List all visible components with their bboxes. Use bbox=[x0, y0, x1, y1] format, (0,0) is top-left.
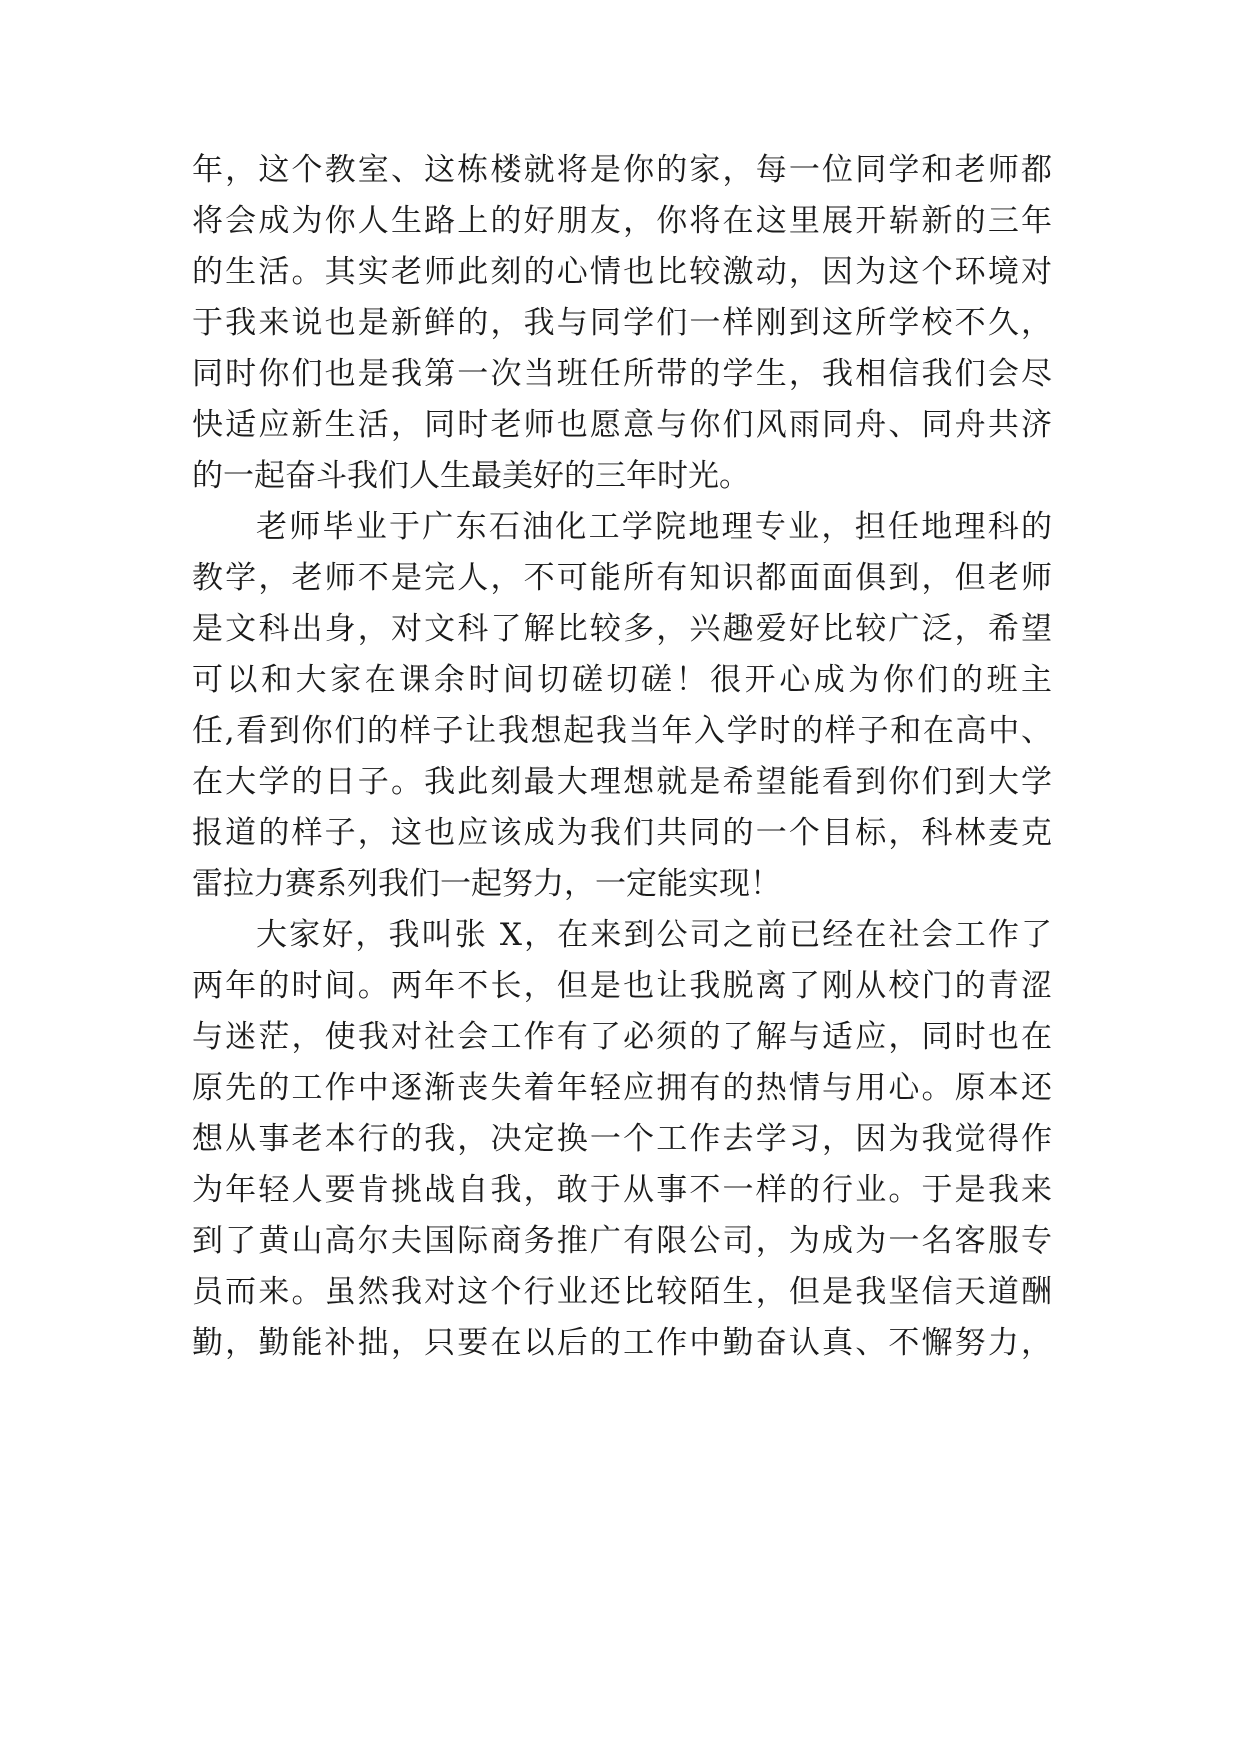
text-line: 原先的工作中逐渐丧失着年轻应拥有的热情与用心。原本还 bbox=[192, 1070, 1052, 1106]
text-line: 可以和大家在课余时间切磋切磋！很开心成为你们的班主 bbox=[192, 662, 1052, 698]
text-line: 为年轻人要肯挑战自我，敢于从事不一样的行业。于是我来 bbox=[192, 1172, 1052, 1208]
text-line: 大家好，我叫张 X，在来到公司之前已经在社会工作了 bbox=[256, 917, 1052, 953]
text-line: 的生活。其实老师此刻的心情也比较激动，因为这个环境对 bbox=[192, 254, 1052, 290]
text-line: 到了黄山高尔夫国际商务推广有限公司，为成为一名客服专 bbox=[192, 1223, 1052, 1259]
text-line: 的一起奋斗我们人生最美好的三年时光。 bbox=[192, 458, 750, 494]
text-line: 于我来说也是新鲜的，我与同学们一样刚到这所学校不久， bbox=[192, 305, 1052, 341]
text-line: 勤，勤能补拙，只要在以后的工作中勤奋认真、不懈努力， bbox=[192, 1325, 1052, 1361]
text-line: 报道的样子，这也应该成为我们共同的一个目标，科林麦克 bbox=[192, 815, 1052, 851]
text-line: 在大学的日子。我此刻最大理想就是希望能看到你们到大学 bbox=[192, 764, 1052, 800]
text-line: 年，这个教室、这栋楼就将是你的家，每一位同学和老师都 bbox=[192, 152, 1052, 188]
text-line: 教学，老师不是完人，不可能所有知识都面面俱到，但老师 bbox=[192, 560, 1052, 596]
text-line: 想从事老本行的我，决定换一个工作去学习，因为我觉得作 bbox=[192, 1121, 1052, 1157]
text-line: 与迷茫，使我对社会工作有了必须的了解与适应，同时也在 bbox=[192, 1019, 1052, 1055]
text-line: 快适应新生活，同时老师也愿意与你们风雨同舟、同舟共济 bbox=[192, 407, 1052, 443]
text-line: 任,看到你们的样子让我想起我当年入学时的样子和在高中、 bbox=[192, 713, 1052, 749]
text-line: 老师毕业于广东石油化工学院地理专业，担任地理科的 bbox=[256, 509, 1052, 545]
text-line: 雷拉力赛系列我们一起努力，一定能实现！ bbox=[192, 866, 781, 902]
text-line: 员而来。虽然我对这个行业还比较陌生，但是我坚信天道酬 bbox=[192, 1274, 1052, 1310]
text-line: 两年的时间。两年不长，但是也让我脱离了刚从校门的青涩 bbox=[192, 968, 1052, 1004]
text-line: 同时你们也是我第一次当班任所带的学生，我相信我们会尽 bbox=[192, 356, 1052, 392]
text-line: 将会成为你人生路上的好朋友，你将在这里展开崭新的三年 bbox=[192, 203, 1052, 239]
text-line: 是文科出身，对文科了解比较多，兴趣爱好比较广泛，希望 bbox=[192, 611, 1052, 647]
